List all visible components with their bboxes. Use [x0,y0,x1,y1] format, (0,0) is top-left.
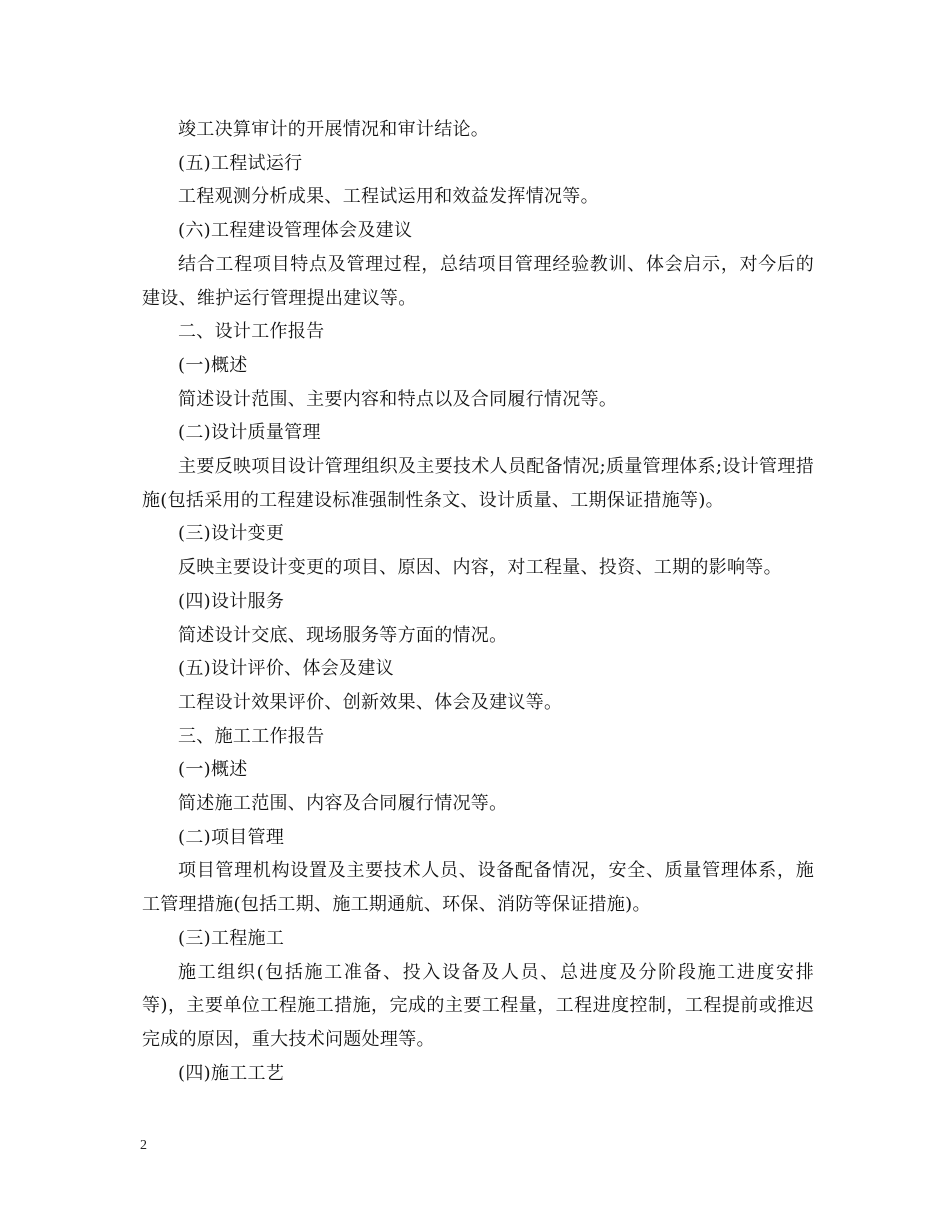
chapter-heading: 二、设计工作报告 [178,321,325,343]
paragraph: 施工组织(包括施工准备、投入设备及人员、总进度及分阶段施工进度安排等)，主要单位工程施工措施，完成的主要工程量，工程进度控制，工程提前或推迟完成的原因，重大技术问题处理等。 [142,961,814,1050]
paragraph: 简述施工范围、内容及合同履行情况等。 [178,793,508,815]
paragraph: 主要反映项目设计管理组织及主要技术人员配备情况;质量管理体系;设计管理措施(包括采用的工程建设标准强制性条文、设计质量、工期保证措施等)。 [142,456,814,511]
paragraph: 项目管理机构设置及主要技术人员、设备配备情况，安全、质量管理体系，施工管理措施(包括工期、施工期通航、环保、消防等保证措施)。 [142,860,814,916]
document-body [142,113,814,1090]
chapter-heading: 三、施工工作报告 [178,725,325,747]
section-heading: (六)工程建设管理体会及建议 [178,220,413,242]
section-heading: (一)概述 [178,354,248,376]
paragraph: 简述设计交底、现场服务等方面的情况。 [178,624,508,646]
section-heading: (四)施工工艺 [178,1062,285,1084]
section-heading: (二)项目管理 [178,826,285,848]
section-heading: (三)设计变更 [178,523,285,545]
paragraph: 工程观测分析成果、工程试运用和效益发挥情况等。 [178,186,599,208]
section-heading: (四)设计服务 [178,590,285,612]
paragraph: 反映主要设计变更的项目、原因、内容，对工程量、投资、工期的影响等。 [178,557,782,579]
paragraph: 工程设计效果评价、创新效果、体会及建议等。 [178,691,563,713]
section-heading: (五)设计评价、体会及建议 [178,658,394,680]
paragraph: 结合工程项目特点及管理过程，总结项目管理经验教训、体会启示，对今后的建设、维护运行管理提出建议等。 [142,253,814,309]
paragraph: 简述设计范围、主要内容和特点以及合同履行情况等。 [178,388,618,410]
section-heading: (三)工程施工 [178,927,285,949]
paragraph: 竣工决算审计的开展情况和审计结论。 [178,119,490,140]
page-number: 2 [140,1138,147,1153]
section-heading: (一)概述 [178,759,248,781]
section-heading: (二)设计质量管理 [178,422,321,444]
section-heading: (五)工程试运行 [178,152,303,174]
